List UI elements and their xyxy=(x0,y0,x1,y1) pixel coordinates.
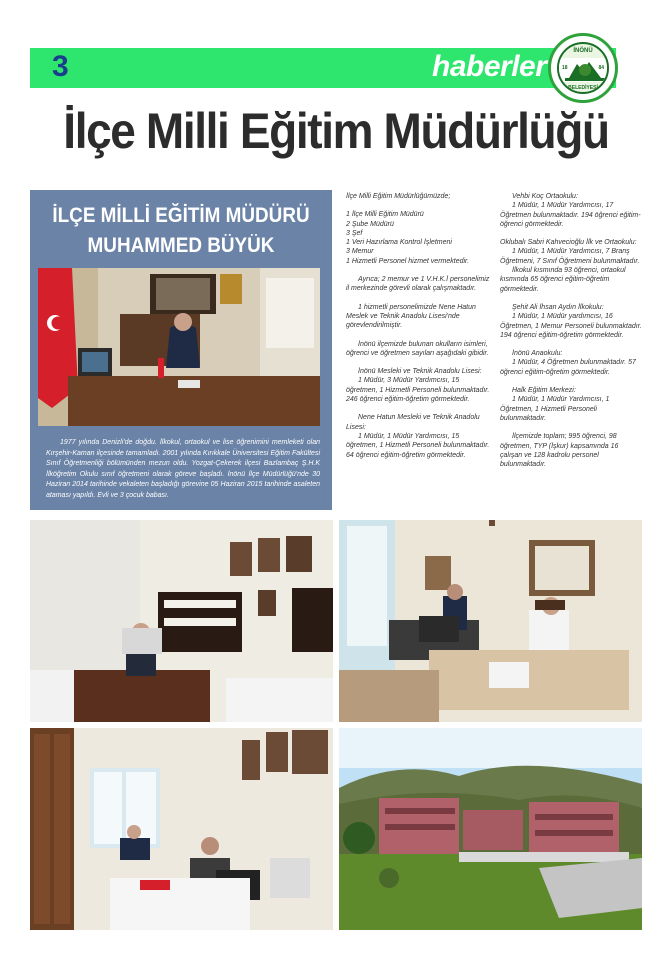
section-name: haberler xyxy=(432,50,547,83)
school-name: Şehit Ali İhsan Aydın İlkokulu: xyxy=(512,303,604,311)
page-number: 3 xyxy=(52,50,69,83)
seal-top-text: İNÖNÜ xyxy=(573,48,593,54)
seal-bottom-text: BELEDİYESİ xyxy=(568,85,598,91)
list-item: 2 Şube Müdürü xyxy=(346,220,394,228)
bio-text: 1977 yılında Denizli'de doğdu. İlkokul, ortaokul ve lise öğrenimini memleketi olan Kırşehir-Kaman ilçesinde tamamladı. 2001 yılında Kırıkkale Üniversitesi Eğitim Fakültesi Sınıf Öğretmenliği bölümünden mezun oldu. Yozgat-Çekerek ilçesi Bazlambaç Ş.H.K İlköğretim Okulu sınıf öğretmeni olarak göreve başladı. İnönü İlçe Müdürlüğü'nde 30 Haziran 2014 tarihinde vekaleten başladığı görevine 05 Haziran 2015 tarihinde asaleten ataması yapıldı. Evli ve 3 çocuk babası. xyxy=(46,439,320,499)
school-entry xyxy=(500,192,642,229)
staff-list xyxy=(346,210,490,266)
school-details: 1 Müdür, 1 Müdür Yardımcısı, 17 Öğretmen bulunmaktadır. 194 öğrenci eğitim-öğrenci görmektedir. xyxy=(500,202,641,228)
school-details: 1 Müdür, 3 Müdür Yardımcısı, 15 öğretmen, 1 Hizmetli Personeli bulunmaktadır. 246 öğrenci eğitim-öğretim görmektedir. xyxy=(346,377,490,404)
office-photo-1 xyxy=(30,520,333,722)
director-bio-box xyxy=(30,190,332,510)
bio-heading-name: MUHAMMED BÜYÜK xyxy=(87,234,275,257)
office-photo-2 xyxy=(339,520,642,722)
school-details: 1 Müdür, 1 Müdür Yardımcısı, 15 öğretmen, 1 Hizmetli Personeli bulunmaktadır. 64 öğrenci eğitim-öğretim görmektedir. xyxy=(346,432,490,459)
school-entry xyxy=(500,303,642,340)
office-photo-3 xyxy=(30,728,333,930)
seal-year-left: 18 xyxy=(562,65,568,71)
school-name: Nene Hatun Mesleki ve Teknik Anadolu Lisesi: xyxy=(346,414,480,431)
director-office-photo xyxy=(38,268,320,426)
school-entry xyxy=(346,367,490,404)
school-details: 1 Müdür, 1 Müdür Yardımcısı, 1 Öğretmen, 1 Hizmetli Personeli bulunmaktadır. xyxy=(500,396,610,422)
school-entry xyxy=(500,386,642,423)
list-item: 3 Şef xyxy=(346,229,363,237)
school-details: 1 Müdür, 1 Müdür Yardımcısı, 7 Branş Öğretmeni, 7 Sınıf Öğretmeni bulunmaktadır. xyxy=(500,248,640,265)
municipality-seal-logo xyxy=(548,33,618,103)
list-item: 1 İlçe Milli Eğitim Müdürü xyxy=(346,211,424,219)
seal-year-right: 84 xyxy=(598,65,604,71)
text-column-2 xyxy=(500,192,642,478)
school-details-extra: İlkokul kısmında 93 öğrenci, ortaokul kısmında 65 öğrenci eğitim-öğretim görmektedir. xyxy=(500,267,626,293)
page-title: İlçe Milli Eğitim Müdürlüğü xyxy=(63,103,609,159)
paragraph: Ayrıca; 2 memur ve 1 V.H.K.İ personelimiz il merkezinde görevli olarak çalışmaktadır. xyxy=(346,276,490,293)
school-entry xyxy=(346,413,490,459)
school-name: Vehbi Koç Ortaokulu: xyxy=(512,193,578,200)
school-details: 1 Müdür, 1 Müdür yardımcısı, 16 Öğretmen, 1 Memur Personeli bulunmaktadır. 194 öğrenci eğitim-öğretim görmektedir. xyxy=(500,313,642,339)
list-item: 1 Hizmetli Personel hizmet vermektedir. xyxy=(346,257,470,265)
list-item: 1 Veri Hazırlama Kontrol İşletmeni xyxy=(346,239,452,247)
bio-heading-title: İLÇE MİLLİ EĞİTİM MÜDÜRÜ xyxy=(52,204,310,227)
total-summary: İlçemizde toplam; 995 öğrenci, 98 öğretmen, TYP (İşkur) kapsamında 16 çalışan ve 128 kadrolu personel bulunmaktadır. xyxy=(500,433,619,469)
list-item: 3 Memur xyxy=(346,248,374,256)
school-name: İnönü Mesleki ve Teknik Anadolu Lisesi: xyxy=(358,368,482,376)
school-entry xyxy=(500,238,642,294)
paragraph: İnönü ilçemizde bulunan okulların isimleri, öğrenci ve öğretmen sayıları aşağıdaki gibidir. xyxy=(346,340,489,357)
school-name: Oklubalı Sabri Kahvecioğlu İlk ve Ortaokulu: xyxy=(500,239,637,247)
school-entry xyxy=(500,349,642,377)
school-details: 1 Müdür, 4 Öğretmen bulunmaktadır. 57 öğrenci eğitim-öğretim görmektedir. xyxy=(500,359,636,376)
intro-text: İlçe Milli Eğitim Müdürlüğümüzde; xyxy=(346,193,451,200)
paragraph: 1 hizmetli personelimizde Nene Hatun Meslek ve Teknik Anadolu Lisesi'nde görevlendirilmiştir. xyxy=(346,303,476,330)
school-name: İnönü Anaokulu: xyxy=(512,350,563,358)
school-name: Halk Eğitim Merkezi: xyxy=(512,387,576,395)
text-column-1 xyxy=(346,192,490,469)
school-building-photo xyxy=(339,728,642,930)
